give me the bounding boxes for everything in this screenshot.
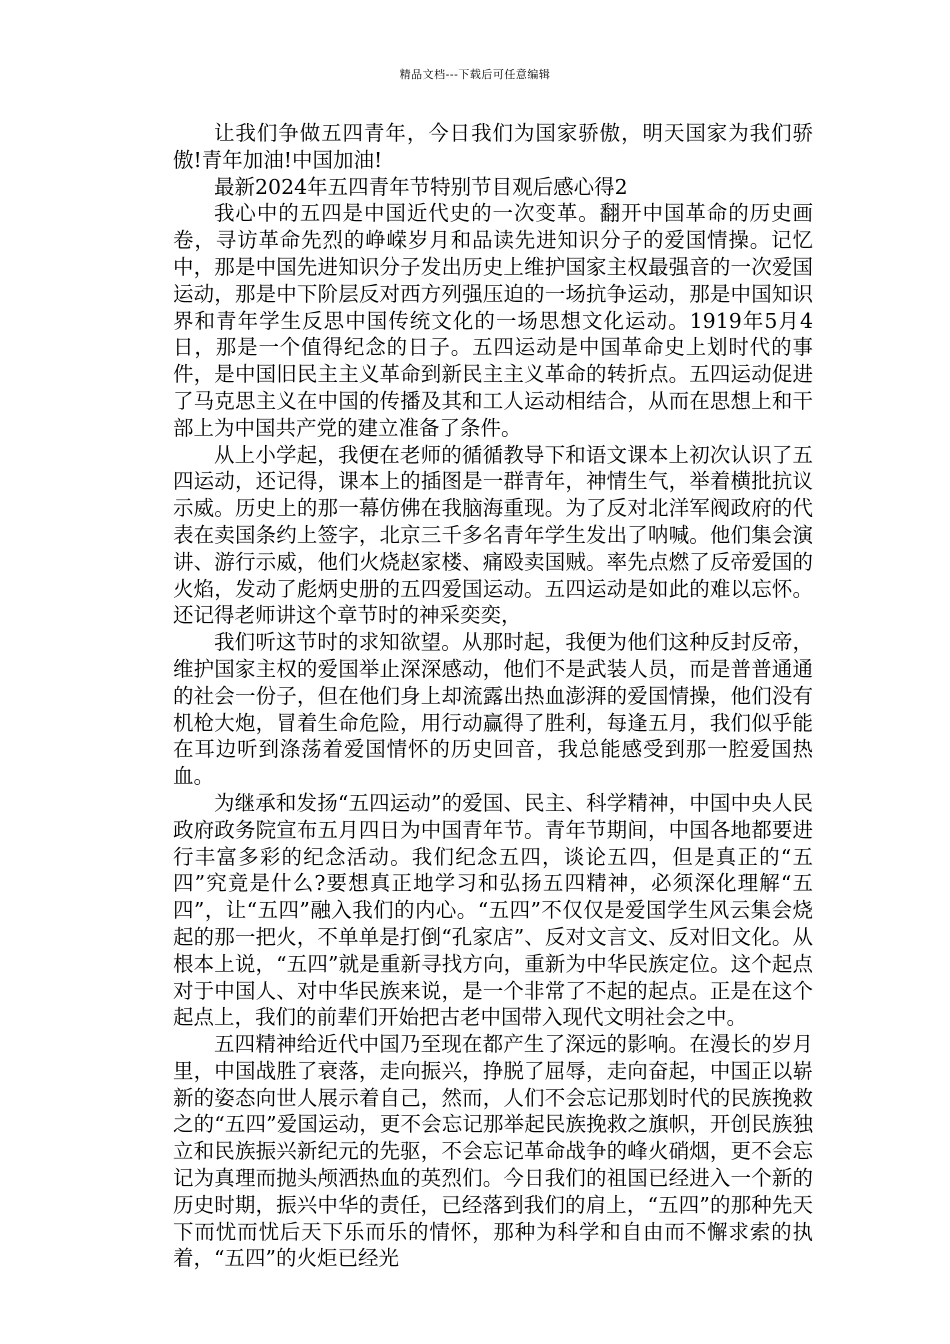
document-body [173, 120, 813, 1272]
paragraph: 五四精神给近代中国乃至现在都产生了深远的影响。在漫长的岁月里，中国战胜了衰落，走向振兴，挣脱了屈辱，走向奋起，中国正以崭新的姿态向世人展示着自己，然而，人们不会忘记那划时代的民族挽救之的“五四”爱国运动，更不会忘记那举起民族挽救之旗帜，开创民族独立和民族振兴新纪元的先驱，不会忘记革命战争的峰火硝烟，更不会忘记为真理而抛头颅洒热血的英烈们。今日我们的祖国已经进入一个新的历史时期，振兴中华的责任，已经落到我们的肩上，“五四”的那种先天下而忧而忧后天下乐而乐的情怀，那种为科学和自由而不懈求索的执着，“五四”的火炬已经光 [173, 1032, 813, 1271]
page-header: 精品文档---下载后可任意编辑 [399, 68, 551, 81]
paragraph: 我们听这节时的求知欲望。从那时起，我便为他们这种反封反帝，维护国家主权的爱国举止深深感动，他们不是武装人员，而是普普通通的社会一份子，但在他们身上却流露出热血澎湃的爱国情操，他们没有机枪大炮，冒着生命危险，用行动赢得了胜利，每逢五月，我们似乎能在耳边听到涤荡着爱国情怀的历史回音，我总能感受到那一腔爱国热血。 [173, 630, 813, 789]
section-title: 最新2024年五四青年节特别节目观后感心得2 [214, 174, 628, 199]
paragraph: 我心中的五四是中国近代史的一次变革。翻开中国革命的历史画卷，寻访革命先烈的峥嵘岁月和品读先进知识分子的爱国情操。记忆中，那是中国先进知识分子发出历史上维护国家主权最强音的一次爱国运动，那是中下阶层反对西方列强压迫的一场抗争运动，那是中国知识界和青年学生反思中国传统文化的一场思想文化运动。1919年5月4日，那是一个值得纪念的日子。五四运动是中国革命史上划时代的事件，是中国旧民主主义革命到新民主主义革命的转折点。五四运动促进了马克思主义在中国的传播及其和工人运动相结合，从而在思想上和干部上为中国共产党的建立准备了条件。 [173, 201, 813, 440]
paragraph: 让我们争做五四青年，今日我们为国家骄傲，明天国家为我们骄傲!青年加油!中国加油! [173, 121, 813, 172]
paragraph: 为继承和发扬“五四运动”的爱国、民主、科学精神，中国中央人民政府政务院宣布五月四日为中国青年节。青年节期间，中国各地都要进行丰富多彩的纪念活动。我们纪念五四，谈论五四，但是真正的“五四”究竟是什么?要想真正地学习和弘扬五四精神，必须深化理解“五四”，让“五四”融入我们的内心。“五四”不仅仅是爱国学生风云集会烧起的那一把火，不单单是打倒“孔家店”、反对文言文、反对旧文化。从根本上说，“五四”就是重新寻找方向，重新为中华民族定位。这个起点对于中国人、对中华民族来说，是一个非常了不起的起点。正是在这个起点上，我们的前辈们开始把古老中国带入现代文明社会之中。 [173, 790, 813, 1030]
paragraph: 从上小学起，我便在老师的循循教导下和语文课本上初次认识了五四运动，还记得，课本上的插图是一群青年，神情生气，举着横批抗议示威。历史上的那一幕仿佛在我脑海重现。为了反对北洋军阀政府的代表在卖国条约上签字，北京三千多名青年学生发出了呐喊。他们集会演讲、游行示威，他们火烧赵家楼、痛殴卖国贼。率先点燃了反帝爱国的火焰，发动了彪炳史册的五四爱国运动。五四运动是如此的难以忘怀。还记得老师讲这个章节时的神采奕奕， [173, 442, 813, 628]
